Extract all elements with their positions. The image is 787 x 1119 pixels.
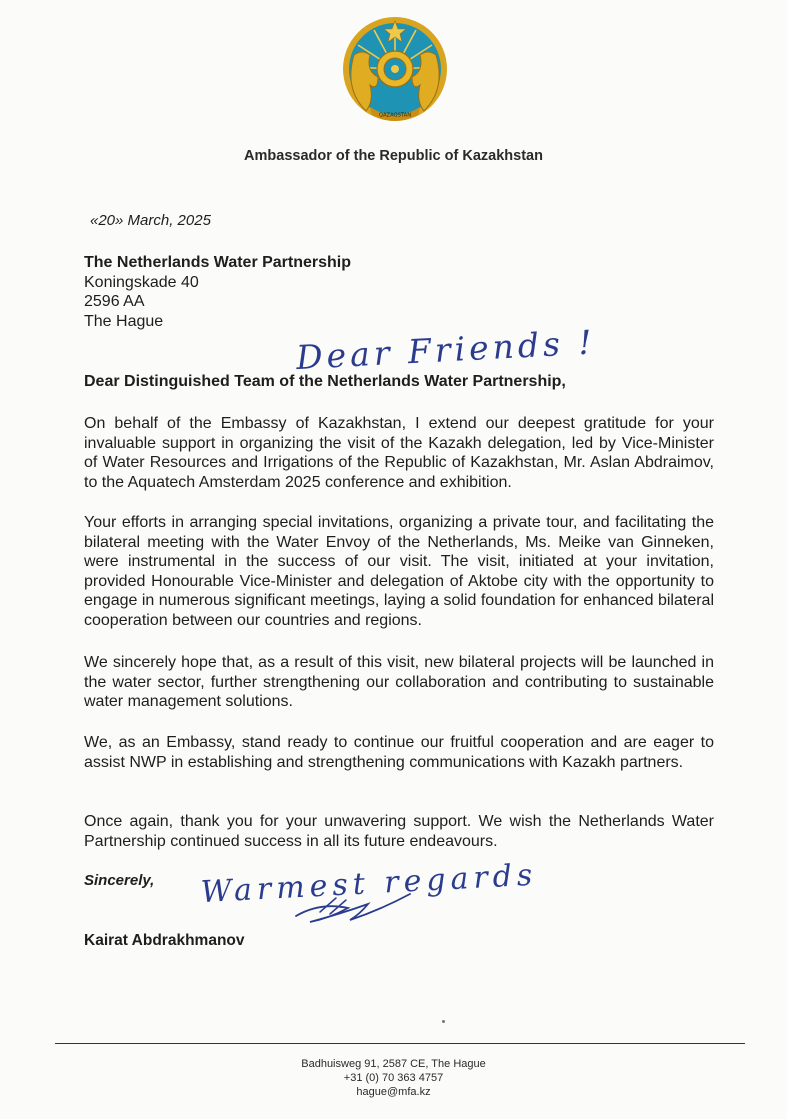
body-paragraph: Your efforts in arranging special invitations, organizing a private tour, and facilitating the bilateral meeting with the Water Envoy of the Netherlands, Ms. Meike van Ginneken, were instrumental in the success of our visit. The visit, initiated at your invitation, provided Honourable Vice-Minister and delegation of Aktobe city with the opportunity to engage in numerous significant meetings, laying a solid foundation for enhanced bilateral cooperation between our countries and regions. [84,514,714,629]
handwritten-signature-icon [290,888,420,928]
letter-date: «20» March, 2025 [90,212,211,229]
handwritten-regards-text: Warmest regards [199,857,539,911]
footer-phone: +31 (0) 70 363 4757 [343,1071,444,1084]
body-paragraph: On behalf of the Embassy of Kazakhstan, I extend our deepest gratitude for your invaluable support in organizing the visit of the Kazakh delegation, led by Vice-Minister of Water Resources and Irrigations of the Republic of Kazakhstan, Mr. Aslan Abdraimov, to the Aquatech Amsterdam 2025 conference and exhibition. [84,415,714,491]
body-paragraph: We, as an Embassy, stand ready to continue our fruitful cooperation and are eager to assist NWP in establishing and strengthening communications with Kazakh partners. [84,734,714,771]
body-paragraph: Once again, thank you for your unwavering support. We wish the Netherlands Water Partnership continued success in all its future endeavours. [84,813,714,850]
state-emblem [340,15,450,127]
recipient-city: The Hague [84,312,164,330]
page-speck [442,1020,445,1023]
emblem-text: QAZAQSTAN [378,112,412,119]
recipient-street: Koningskade 40 [84,273,199,291]
page-title: Ambassador of the Republic of Kazakhstan [244,148,543,164]
closing: Sincerely, [84,872,155,889]
signatory-name: Kairat Abdrakhmanov [84,932,245,949]
recipient-name: The Netherlands Water Partnership [84,254,352,271]
footer-address: Badhuisweg 91, 2587 CE, The Hague [301,1058,486,1070]
handwritten-greeting-text: Dear Friends ! [295,322,597,378]
body-paragraph: We sincerely hope that, as a result of this visit, new bilateral projects will be launched in the water sector, further strengthening our collaboration and contributing to sustainable water management solutions. [84,654,714,711]
footer-divider [55,1043,745,1044]
salutation: Dear Distinguished Team of the Netherlands Water Partnership, [84,373,566,390]
footer-email: hague@mfa.kz [356,1085,431,1098]
footer [0,1058,787,1099]
recipient-postcode: 2596 AA [84,293,145,311]
kazakhstan-state-emblem-icon [340,15,450,127]
